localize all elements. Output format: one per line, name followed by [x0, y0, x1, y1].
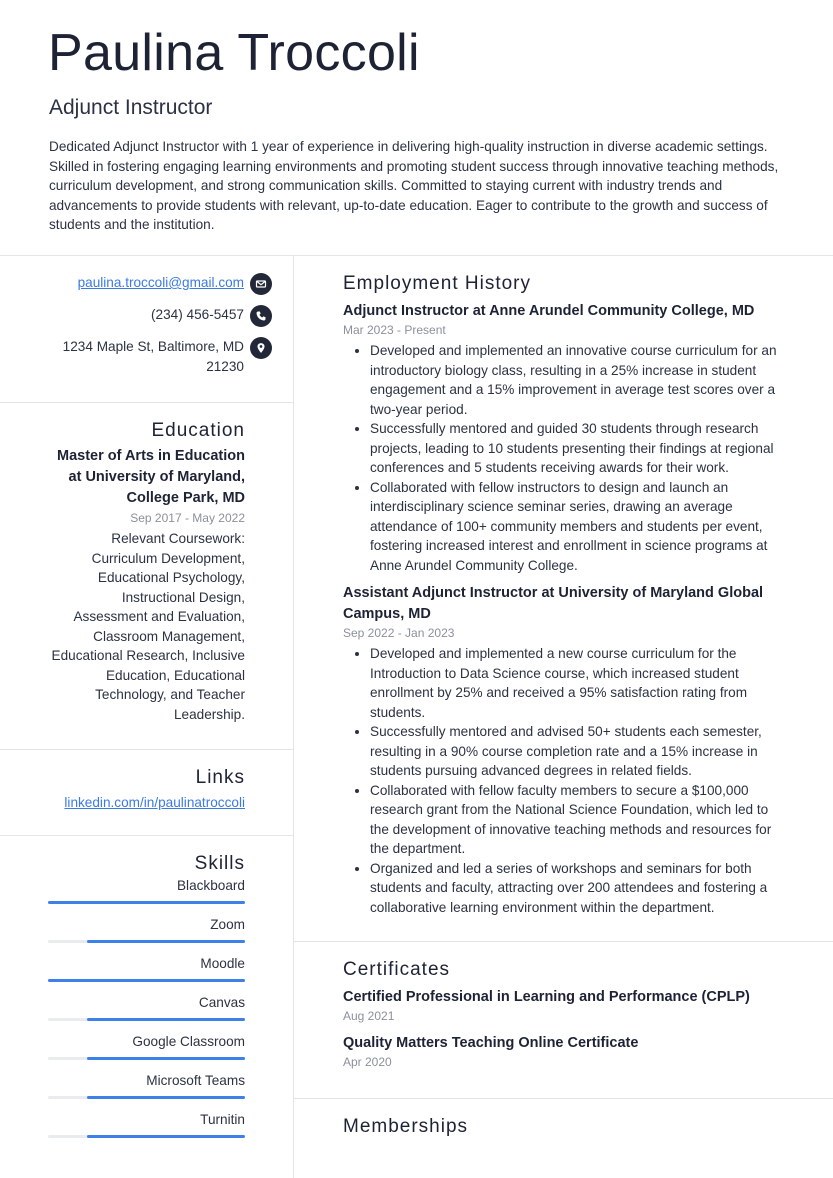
profile-summary: Dedicated Adjunct Instructor with 1 year of experience in delivering high-quality instruction in diverse academic settings. Skilled in fostering engaging learning environments and promoting student success through innovative teaching methods, curriculum development, and strong communication skills. Committed to staying current with industry trends and advancements to provide students with relevant, up-to-date education. Eager to contribute to the growth and success of students and the institution. [49, 139, 779, 232]
location-icon [250, 337, 272, 359]
skill-name: Zoom [210, 916, 245, 932]
job-bullet: • Successfully mentored and guided 30 students through research projects, leading to 10 students presenting their findings at regional conferences and 5 students receiving awards for their work. [370, 419, 785, 478]
skill-name: Canvas [198, 994, 245, 1010]
left-sidebar [0, 256, 294, 1178]
job-bullet: • Developed and implemented an innovative course curriculum for an introductory biology class, resulting in a 25% increase in student engagement and a 15% improvement in average test scores over a two-year period. [370, 341, 785, 419]
skill-name: Moodle [200, 955, 245, 971]
job-bullet: • Successfully mentored and advised 50+ students each semester, resulting in a 90% course completion rate and a 15% increase in students pursuing advanced degrees in related fields. [370, 722, 785, 781]
phone-number: (234) 456-5457 [151, 307, 244, 322]
job-bullet: • Collaborated with fellow instructors to design and launch an interdisciplinary science seminar series, drawing an average attendance of 100+ community members and students per event, fostering increased interest and enrollment in science programs at Anne Arundel Community College. [370, 478, 785, 576]
certificate-entry [343, 987, 785, 1025]
skills-heading: Skills [194, 852, 245, 874]
certificate-date: Aug 2021 [343, 1009, 395, 1023]
skill-level-bar [48, 1057, 245, 1060]
candidate-name: Paulina Troccoli [48, 24, 420, 82]
skill-item [48, 954, 245, 982]
skill-level-bar [48, 1018, 245, 1021]
links-section [0, 750, 293, 836]
skill-level-bar [48, 901, 245, 904]
main-content [294, 256, 833, 1178]
education-description: Relevant Coursework: Curriculum Development, Educational Psychology, Instructional Design, Assessment and Evaluation, Classroom Management, Educational Research, Inclusive Education, Educational Technology, and Teacher Leadership. [51, 531, 245, 722]
skill-item [48, 1110, 245, 1138]
skill-item [48, 1032, 245, 1060]
education-section [0, 403, 293, 750]
memberships-section [294, 1099, 833, 1138]
links-heading: Links [195, 767, 245, 788]
skill-level-fill [87, 1018, 245, 1021]
skill-item [48, 993, 245, 1021]
skill-level-fill [87, 1057, 245, 1060]
skill-name: Blackboard [176, 877, 245, 893]
skill-item [48, 915, 245, 943]
job-entry [343, 583, 785, 917]
phone-icon [250, 305, 272, 327]
job-bullet: • Collaborated with fellow faculty members to secure a $100,000 research grant from the National Science Foundation, which led to the development of innovative teaching methods and resources for the department. [370, 781, 785, 859]
skill-level-fill [48, 901, 245, 904]
job-bullet: • Organized and led a series of workshops and seminars for both students and faculty, attracting over 200 attendees and fostering a collaborative learning environment within the department. [370, 859, 785, 918]
education-degree: Master of Arts in Education at University of Maryland, College Park, MD [57, 448, 245, 506]
job-bullets [343, 341, 785, 575]
memberships-heading: Memberships [343, 1116, 469, 1137]
contact-email-row [48, 273, 245, 295]
job-entry [343, 301, 785, 575]
job-bullet: • Developed and implemented a new course curriculum for the Introduction to Data Science course, which increased student enrollment by 25% and received a 95% satisfaction rating from students. [370, 644, 785, 722]
certificates-section [294, 942, 833, 1099]
skill-level-fill [87, 1096, 245, 1099]
skill-name: Microsoft Teams [146, 1072, 245, 1088]
skill-level-fill [87, 940, 245, 943]
certificate-title: Quality Matters Teaching Online Certificate [343, 1035, 639, 1051]
skill-level-bar [48, 979, 245, 982]
skill-level-fill [87, 1135, 245, 1138]
skill-level-fill [48, 979, 245, 982]
education-dates: Sep 2017 - May 2022 [130, 511, 245, 525]
skill-item [48, 876, 245, 904]
certificate-entry [343, 1033, 785, 1071]
contact-phone-row [48, 305, 245, 327]
employment-heading: Employment History [343, 273, 531, 294]
skills-list [48, 876, 245, 1138]
email-icon [250, 273, 272, 295]
certificate-date: Apr 2020 [343, 1055, 392, 1069]
candidate-title: Adjunct Instructor [49, 96, 213, 119]
job-title: Assistant Adjunct Instructor at University of Maryland Global Campus, MD [343, 585, 764, 622]
address: 1234 Maple St, Baltimore, MD 21230 [62, 339, 244, 374]
skill-level-bar [48, 1135, 245, 1138]
job-title: Adjunct Instructor at Anne Arundel Community College, MD [343, 303, 755, 319]
certificate-title: Certified Professional in Learning and Performance (CPLP) [343, 989, 750, 1005]
skills-section [0, 836, 293, 1138]
job-dates: Mar 2023 - Present [343, 323, 446, 337]
certificates-heading: Certificates [343, 959, 451, 980]
skill-level-bar [48, 940, 245, 943]
contact-section [0, 256, 293, 403]
email-link[interactable]: paulina.troccoli@gmail.com [77, 275, 244, 290]
job-dates: Sep 2022 - Jan 2023 [343, 626, 455, 640]
job-bullets [343, 644, 785, 917]
contact-address-row [48, 337, 245, 376]
skill-name: Google Classroom [132, 1033, 245, 1049]
education-heading: Education [151, 420, 245, 441]
skill-name: Turnitin [200, 1111, 245, 1127]
employment-section [294, 256, 833, 942]
skill-level-bar [48, 1096, 245, 1099]
resume-header [0, 0, 833, 256]
linkedin-link[interactable]: linkedin.com/in/paulinatroccoli [64, 795, 245, 810]
skill-item [48, 1071, 245, 1099]
